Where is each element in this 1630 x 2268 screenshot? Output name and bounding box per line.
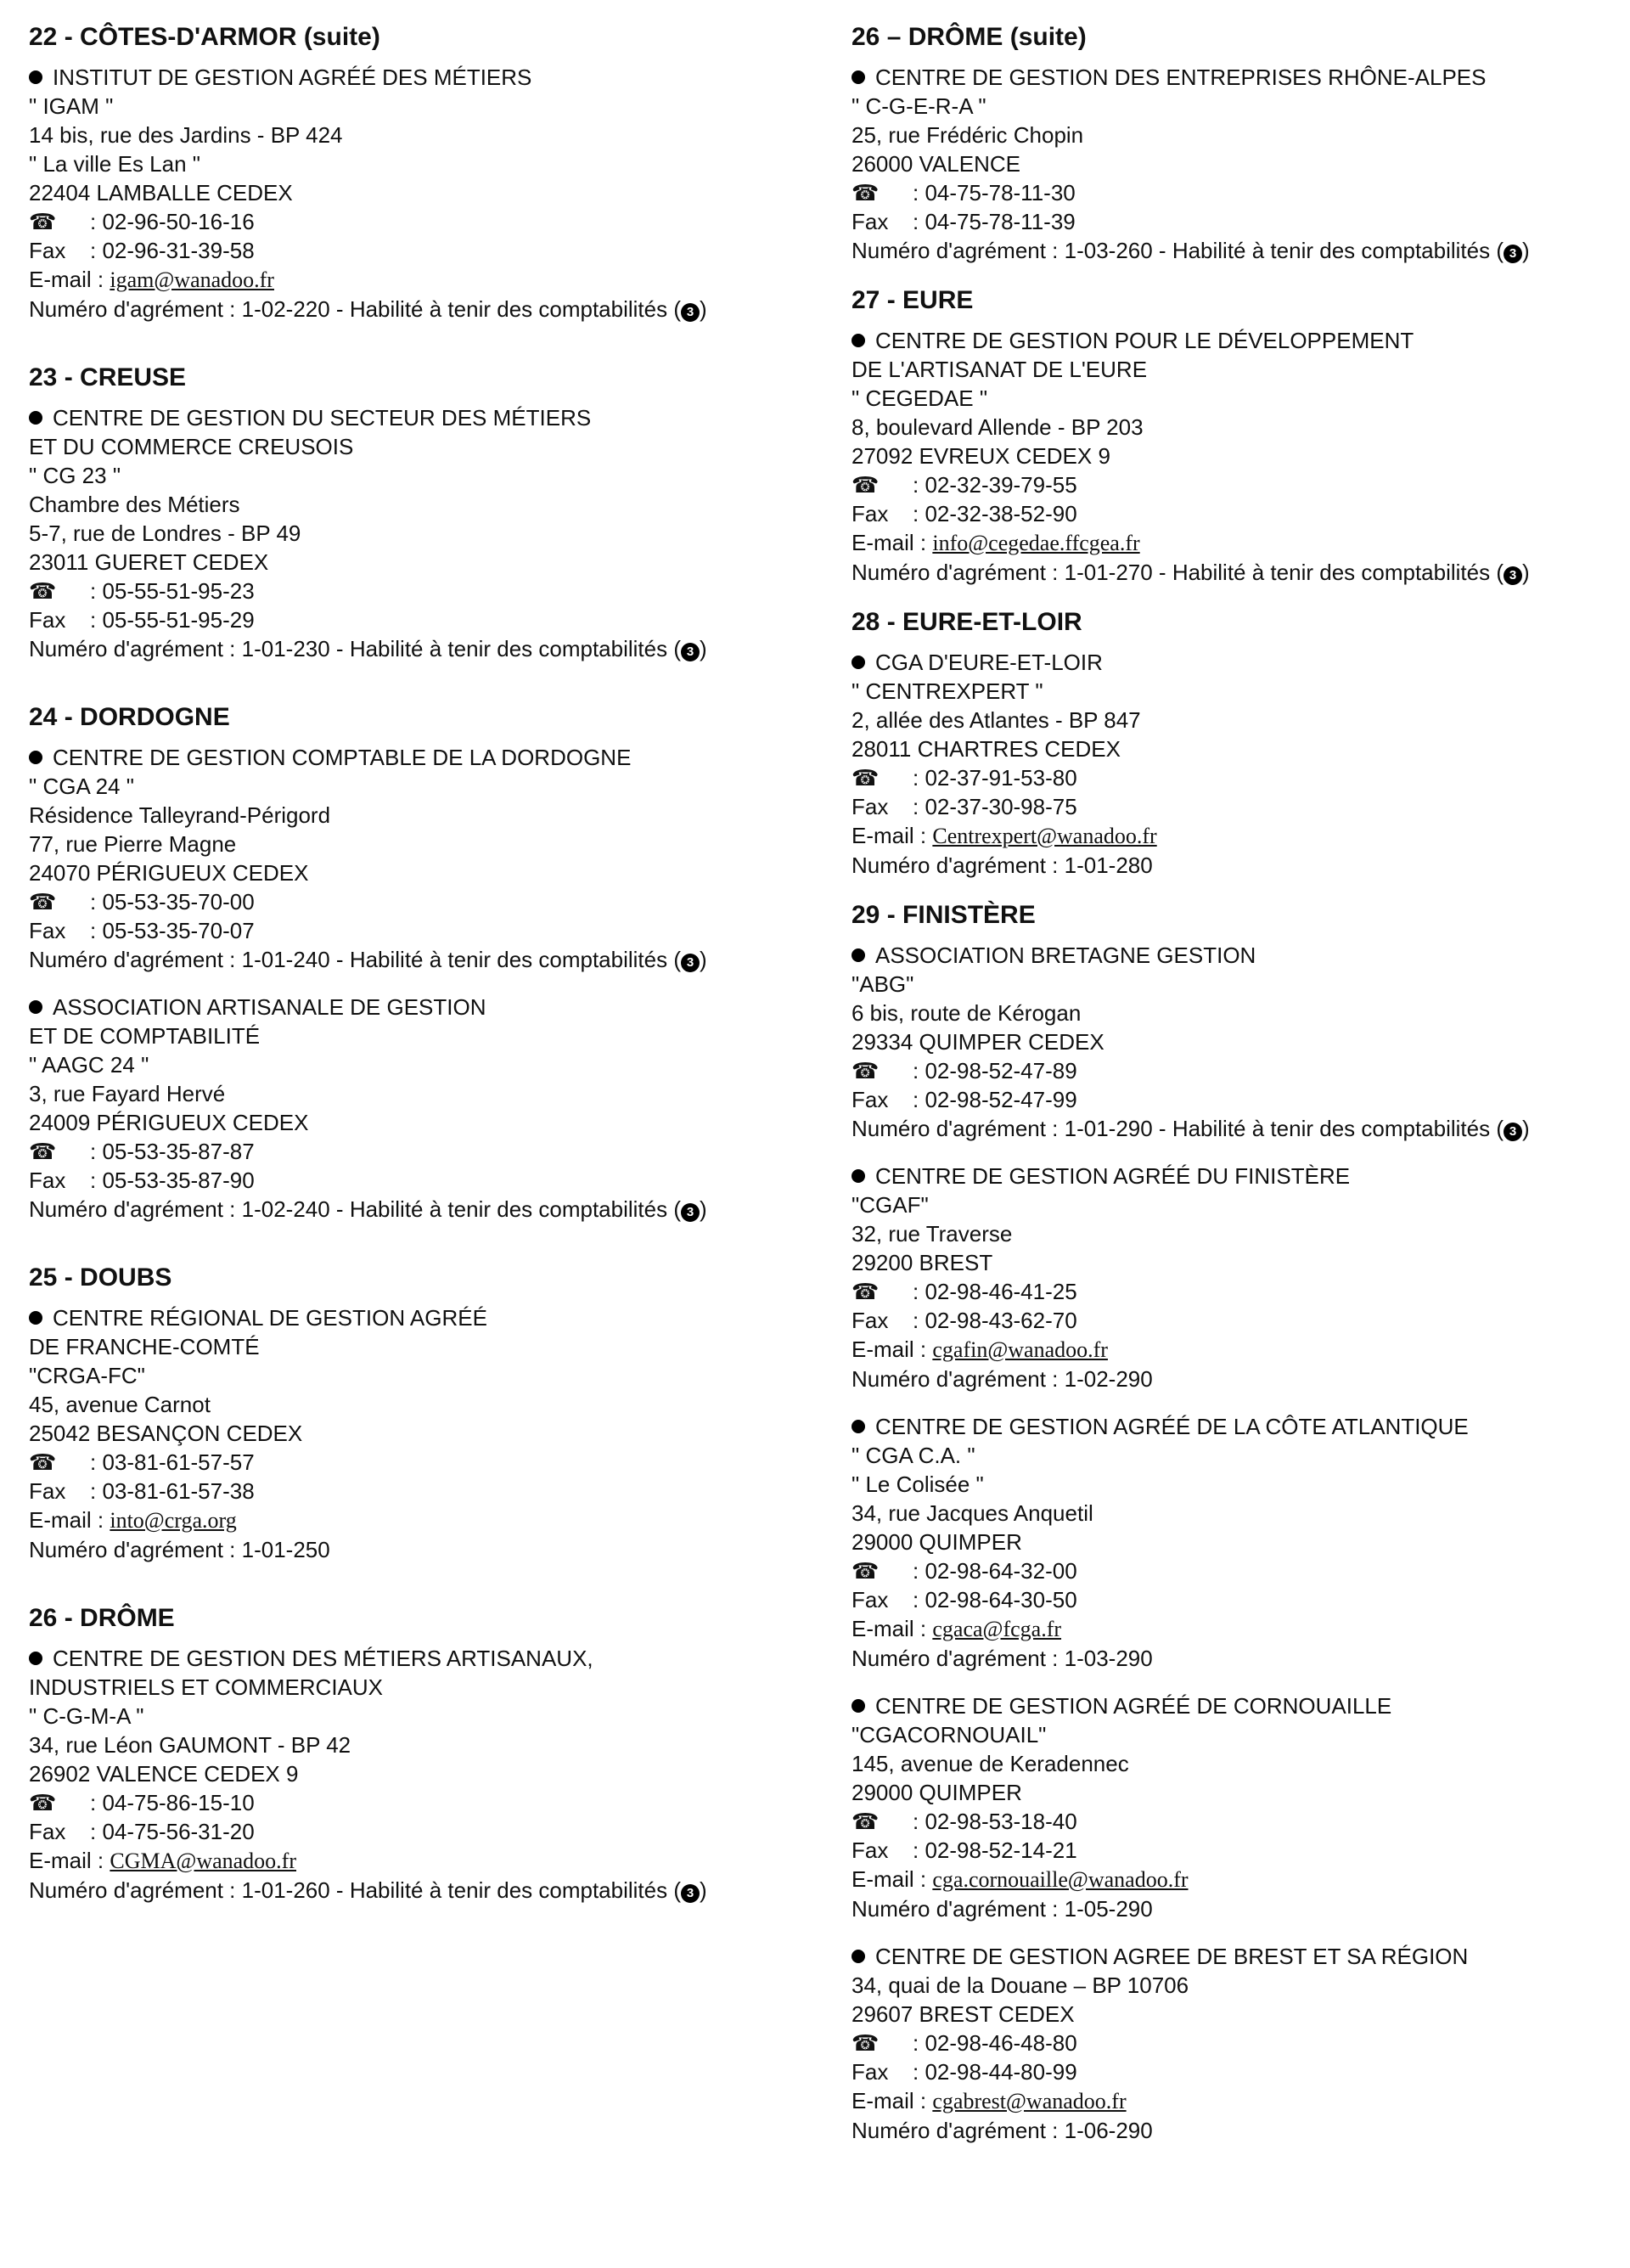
address-line: 6 bis, route de Kérogan [852, 1000, 1082, 1026]
agrement-text: Numéro d'agrément : 1-02-290 [852, 1366, 1153, 1392]
email-line [852, 1335, 1630, 1365]
department-title: 26 – DRÔME (suite) [852, 23, 1087, 51]
fax-number: : 02-98-52-14-21 [913, 1837, 1077, 1863]
circled-number-badge: 3 [1504, 1123, 1522, 1141]
phone-number: : 05-53-35-70-00 [90, 889, 255, 915]
agrement-line [852, 558, 1630, 587]
circled-number-badge: 3 [1504, 566, 1522, 585]
bullet-icon [29, 70, 42, 84]
address-line: 8, boulevard Allende - BP 203 [852, 414, 1144, 440]
circled-number-badge: 3 [681, 1884, 700, 1903]
bullet-icon [852, 1950, 865, 1963]
agrement-text: Numéro d'agrément : 1-01-290 - Habilité à tenir des comptabilités ( [852, 1116, 1504, 1141]
entry-list [29, 743, 810, 1224]
entry-list [852, 326, 1630, 587]
address-line: 77, rue Pierre Magne [29, 831, 237, 857]
organization-entry [852, 648, 1630, 880]
agrement-text: Numéro d'agrément : 1-01-240 - Habilité à tenir des comptabilités ( [29, 947, 681, 972]
organization-name-text: DE FRANCHE-COMTÉ [29, 1334, 260, 1359]
agrement-text: Numéro d'agrément : 1-02-220 - Habilité à tenir des comptabilités ( [29, 296, 681, 322]
phone-number: : 04-75-78-11-30 [913, 180, 1076, 205]
fax-label: Fax [852, 794, 889, 819]
address-line: "CGAF" [852, 1192, 929, 1218]
fax-line [29, 916, 810, 945]
address-line: " AAGC 24 " [29, 1052, 149, 1078]
agrement-line [29, 945, 810, 974]
entry-list [29, 1644, 810, 1905]
agrement-line [852, 851, 1630, 880]
fax-label: Fax [29, 918, 66, 943]
email-link[interactable]: into@crga.org [110, 1508, 237, 1533]
fax-label: Fax [852, 1837, 889, 1863]
address-line: " CEGEDAE " [852, 386, 988, 411]
agrement-line [852, 2116, 1630, 2145]
agrement-line [29, 295, 810, 324]
address-line: " CENTREXPERT " [852, 678, 1043, 704]
organization-entry [852, 1942, 1630, 2145]
organization-name [29, 63, 810, 92]
agrement-line [29, 634, 810, 663]
badge-close-paren: ) [700, 947, 707, 972]
fax-line [29, 1166, 810, 1195]
email-label: E-mail : [852, 823, 927, 848]
organization-name [852, 941, 1630, 970]
department-section [852, 20, 1630, 265]
bullet-icon [852, 334, 865, 347]
fax-number: : 03-81-61-57-38 [90, 1478, 255, 1504]
bullet-icon [852, 1420, 865, 1433]
phone-line [29, 577, 810, 605]
bullet-icon [29, 1652, 42, 1665]
department-title: 25 - DOUBS [29, 1263, 172, 1292]
address-line: " Le Colisée " [852, 1472, 984, 1497]
organization-name-text: CENTRE DE GESTION AGRÉÉ DE LA CÔTE ATLANTIQUE [875, 1414, 1469, 1439]
fax-number: : 02-98-43-62-70 [913, 1308, 1077, 1333]
agrement-line [852, 1644, 1630, 1673]
fax-label: Fax [29, 1168, 66, 1193]
agrement-line [29, 1195, 810, 1224]
organization-name-text: CENTRE DE GESTION POUR LE DÉVELOPPEMENT [875, 328, 1414, 353]
fax-line [29, 1817, 810, 1846]
organization-name [852, 648, 1630, 677]
fax-label: Fax [29, 1478, 66, 1504]
address-line: 34, rue Léon GAUMONT - BP 42 [29, 1732, 351, 1758]
address-line: 24070 PÉRIGUEUX CEDEX [29, 860, 309, 886]
address-line: " C-G-M-A " [29, 1703, 144, 1729]
badge-close-paren: ) [700, 296, 707, 322]
agrement-text: Numéro d'agrément : 1-05-290 [852, 1896, 1153, 1922]
fax-line [852, 792, 1630, 821]
entry-list [852, 648, 1630, 880]
badge-close-paren: ) [1522, 238, 1530, 263]
email-label: E-mail : [852, 2088, 927, 2113]
department-section [29, 20, 810, 324]
organization-name-text: CENTRE DE GESTION COMPTABLE DE LA DORDOGNE [53, 745, 632, 770]
organization-name-text: CGA D'EURE-ET-LOIR [875, 650, 1103, 675]
phone-line [29, 1137, 810, 1166]
phone-number: : 03-81-61-57-57 [90, 1449, 255, 1475]
department-title: 23 - CREUSE [29, 363, 187, 391]
telephone-icon: ☎ [852, 1558, 880, 1584]
phone-line [852, 1807, 1630, 1836]
address-line: Résidence Talleyrand-Périgord [29, 802, 331, 828]
address-line: 29200 BREST [852, 1250, 993, 1275]
department-section [852, 898, 1630, 2145]
organization-name-text: INSTITUT DE GESTION AGRÉÉ DES MÉTIERS [53, 65, 532, 90]
email-label: E-mail : [29, 267, 104, 292]
telephone-icon: ☎ [852, 180, 880, 205]
email-line [852, 528, 1630, 558]
telephone-icon: ☎ [852, 1279, 880, 1304]
department-title: 27 - EURE [852, 286, 974, 314]
entry-list [29, 63, 810, 324]
fax-line [852, 1306, 1630, 1335]
organization-name-text: CENTRE DE GESTION AGRÉÉ DE CORNOUAILLE [875, 1693, 1392, 1719]
agrement-line [29, 1535, 810, 1564]
organization-entry [29, 403, 810, 663]
department-section [29, 701, 810, 1224]
email-label: E-mail : [29, 1848, 104, 1873]
agrement-text: Numéro d'agrément : 1-01-250 [29, 1537, 330, 1562]
phone-line [29, 1448, 810, 1477]
address-line: " CGA 24 " [29, 774, 134, 799]
right-column [852, 20, 1630, 2145]
fax-line [852, 2057, 1630, 2086]
phone-line [852, 2029, 1630, 2057]
organization-name-text: ASSOCIATION ARTISANALE DE GESTION [53, 994, 486, 1020]
fax-label: Fax [852, 2059, 889, 2085]
circled-number-badge: 3 [681, 1203, 700, 1222]
email-line [852, 1865, 1630, 1894]
agrement-text: Numéro d'agrément : 1-03-260 - Habilité à tenir des comptabilités ( [852, 238, 1504, 263]
phone-line [852, 470, 1630, 499]
fax-label: Fax [852, 209, 889, 234]
organization-entry [29, 1303, 810, 1564]
address-line: "CGACORNOUAIL" [852, 1722, 1047, 1747]
address-line: 29000 QUIMPER [852, 1529, 1022, 1555]
fax-label: Fax [852, 1087, 889, 1112]
organization-name [29, 403, 810, 432]
organization-name [29, 1673, 810, 1702]
telephone-icon: ☎ [852, 2030, 880, 2056]
organization-name-text: DE L'ARTISANAT DE L'EURE [852, 357, 1148, 382]
bullet-icon [852, 1699, 865, 1713]
fax-label: Fax [852, 1308, 889, 1333]
address-line: 25, rue Frédéric Chopin [852, 122, 1084, 148]
fax-label: Fax [29, 238, 66, 263]
address-line: 22404 LAMBALLE CEDEX [29, 180, 293, 205]
organization-entry [29, 743, 810, 974]
phone-number: : 02-98-46-41-25 [913, 1279, 1077, 1304]
telephone-icon: ☎ [852, 765, 880, 791]
agrement-text: Numéro d'agrément : 1-01-280 [852, 853, 1153, 878]
fax-label: Fax [852, 501, 889, 526]
phone-number: : 02-98-46-48-80 [913, 2030, 1077, 2056]
email-label: E-mail : [29, 1507, 104, 1533]
address-line: " CG 23 " [29, 463, 121, 488]
agrement-text: Numéro d'agrément : 1-02-240 - Habilité à tenir des comptabilités ( [29, 1196, 681, 1222]
department-section [29, 1261, 810, 1564]
badge-close-paren: ) [700, 1877, 707, 1903]
phone-number: : 02-32-39-79-55 [913, 472, 1077, 498]
entry-list [852, 941, 1630, 2145]
organization-name [852, 326, 1630, 355]
fax-number: : 05-55-51-95-29 [90, 607, 255, 633]
email-label: E-mail : [852, 1616, 927, 1641]
fax-number: : 04-75-56-31-20 [90, 1819, 255, 1844]
address-line: 3, rue Fayard Hervé [29, 1081, 226, 1106]
agrement-line [29, 1876, 810, 1905]
organization-name [29, 1644, 810, 1673]
address-line: 145, avenue de Keradennec [852, 1751, 1129, 1776]
department-section [852, 605, 1630, 880]
organization-entry [29, 993, 810, 1224]
organization-name [852, 1691, 1630, 1720]
fax-label: Fax [852, 1587, 889, 1612]
telephone-icon: ☎ [29, 1139, 57, 1164]
fax-number: : 02-32-38-52-90 [913, 501, 1077, 526]
email-line [852, 2086, 1630, 2116]
phone-number: : 02-98-64-32-00 [913, 1558, 1077, 1584]
department-title: 28 - EURE-ET-LOIR [852, 608, 1082, 636]
organization-entry [852, 326, 1630, 587]
address-line: 32, rue Traverse [852, 1221, 1013, 1247]
phone-number: : 04-75-86-15-10 [90, 1790, 255, 1815]
address-line: 29000 QUIMPER [852, 1780, 1022, 1805]
phone-line [852, 1277, 1630, 1306]
address-line: 29334 QUIMPER CEDEX [852, 1029, 1104, 1055]
email-line [29, 1505, 810, 1535]
email-line [852, 1614, 1630, 1644]
fax-label: Fax [29, 607, 66, 633]
organization-name [29, 1332, 810, 1361]
agrement-text: Numéro d'agrément : 1-01-260 - Habilité à tenir des comptabilités ( [29, 1877, 681, 1903]
organization-name [29, 1021, 810, 1050]
badge-close-paren: ) [1522, 1116, 1530, 1141]
bullet-icon [29, 411, 42, 425]
phone-line [852, 178, 1630, 207]
organization-name-text: CENTRE RÉGIONAL DE GESTION AGRÉÉ [53, 1305, 487, 1331]
phone-line [852, 763, 1630, 792]
address-line: 23011 GUERET CEDEX [29, 549, 269, 575]
address-line: 34, rue Jacques Anquetil [852, 1500, 1093, 1526]
telephone-icon: ☎ [29, 889, 57, 915]
email-label: E-mail : [852, 1337, 927, 1362]
email-link[interactable]: igam@wanadoo.fr [110, 267, 274, 292]
email-link[interactable]: cga.cornouaille@wanadoo.fr [932, 1867, 1189, 1892]
address-line: 25042 BESANÇON CEDEX [29, 1421, 303, 1446]
organization-name [852, 1942, 1630, 1971]
telephone-icon: ☎ [29, 578, 57, 604]
address-line: 2, allée des Atlantes - BP 847 [852, 707, 1141, 733]
fax-number: : 02-98-64-30-50 [913, 1587, 1077, 1612]
agrement-line [852, 1365, 1630, 1393]
telephone-icon: ☎ [29, 1449, 57, 1475]
organization-name [852, 1162, 1630, 1190]
fax-line [852, 1085, 1630, 1114]
department-title: 29 - FINISTÈRE [852, 901, 1036, 929]
organization-name [29, 1303, 810, 1332]
address-line: Chambre des Métiers [29, 492, 240, 517]
agrement-text: Numéro d'agrément : 1-06-290 [852, 2118, 1153, 2143]
fax-number: : 02-37-30-98-75 [913, 794, 1077, 819]
address-line: 45, avenue Carnot [29, 1392, 211, 1417]
organization-entry [29, 63, 810, 324]
address-line: " La ville Es Lan " [29, 151, 201, 177]
organization-name-text: ET DE COMPTABILITÉ [29, 1023, 261, 1049]
organization-name-text: CENTRE DE GESTION DES ENTREPRISES RHÔNE-ALPES [875, 65, 1487, 90]
bullet-icon [29, 751, 42, 764]
fax-line [852, 1585, 1630, 1614]
fax-line [852, 1836, 1630, 1865]
fax-number: : 02-98-44-80-99 [913, 2059, 1077, 2085]
department-section [29, 1601, 810, 1905]
telephone-icon: ☎ [852, 472, 880, 498]
agrement-line [852, 1114, 1630, 1143]
agrement-text: Numéro d'agrément : 1-01-230 - Habilité à tenir des comptabilités ( [29, 636, 681, 661]
fax-number: : 04-75-78-11-39 [913, 209, 1076, 234]
email-line [29, 265, 810, 295]
organization-name [852, 1412, 1630, 1441]
fax-line [29, 236, 810, 265]
fax-number: : 05-53-35-70-07 [90, 918, 255, 943]
circled-number-badge: 3 [1504, 245, 1522, 263]
fax-line [852, 207, 1630, 236]
entry-list [29, 403, 810, 663]
phone-number: : 02-37-91-53-80 [913, 765, 1077, 791]
address-line: " CGA C.A. " [852, 1443, 975, 1468]
organization-name [29, 993, 810, 1021]
bullet-icon [852, 948, 865, 962]
organization-name [852, 355, 1630, 384]
organization-entry [852, 1162, 1630, 1393]
address-line: "ABG" [852, 971, 914, 997]
address-line: " C-G-E-R-A " [852, 93, 986, 119]
circled-number-badge: 3 [681, 303, 700, 322]
entry-list [29, 1303, 810, 1564]
bullet-icon [852, 70, 865, 84]
address-line: 14 bis, rue des Jardins - BP 424 [29, 122, 343, 148]
phone-line [29, 1788, 810, 1817]
email-line [29, 1846, 810, 1876]
phone-number: : 02-98-53-18-40 [913, 1809, 1077, 1834]
organization-name-text: CENTRE DE GESTION DES MÉTIERS ARTISANAUX, [53, 1646, 593, 1671]
address-line: 29607 BREST CEDEX [852, 2001, 1075, 2027]
organization-name-text: CENTRE DE GESTION AGREE DE BREST ET SA RÉGION [875, 1944, 1469, 1969]
agrement-line [852, 1894, 1630, 1923]
email-link[interactable]: info@cegedae.ffcgea.fr [932, 531, 1140, 555]
phone-number: : 05-53-35-87-87 [90, 1139, 255, 1164]
bullet-icon [852, 656, 865, 669]
department-section [852, 284, 1630, 587]
fax-line [29, 605, 810, 634]
phone-number: : 05-55-51-95-23 [90, 578, 255, 604]
agrement-text: Numéro d'agrément : 1-01-270 - Habilité à tenir des comptabilités ( [852, 560, 1504, 585]
address-line: " IGAM " [29, 93, 114, 119]
email-link[interactable]: cgaca@fcga.fr [932, 1617, 1062, 1641]
telephone-icon: ☎ [29, 209, 57, 234]
email-link[interactable]: CGMA@wanadoo.fr [110, 1849, 296, 1873]
circled-number-badge: 3 [681, 643, 700, 661]
phone-line [852, 1056, 1630, 1085]
phone-number: : 02-98-52-47-89 [913, 1058, 1077, 1083]
organization-entry [852, 63, 1630, 265]
circled-number-badge: 3 [681, 954, 700, 972]
bullet-icon [852, 1169, 865, 1183]
telephone-icon: ☎ [852, 1809, 880, 1834]
bullet-icon [29, 1311, 42, 1325]
address-line: 34, quai de la Douane – BP 10706 [852, 1973, 1189, 1998]
badge-close-paren: ) [700, 636, 707, 661]
email-label: E-mail : [852, 530, 927, 555]
fax-number: : 02-98-52-47-99 [913, 1087, 1077, 1112]
agrement-line [852, 236, 1630, 265]
department-title: 24 - DORDOGNE [29, 703, 230, 731]
fax-number: : 05-53-35-87-90 [90, 1168, 255, 1193]
organization-name [852, 63, 1630, 92]
email-label: E-mail : [852, 1866, 927, 1892]
fax-number: : 02-96-31-39-58 [90, 238, 255, 263]
address-line: 28011 CHARTRES CEDEX [852, 736, 1121, 762]
telephone-icon: ☎ [29, 1790, 57, 1815]
organization-entry [29, 1644, 810, 1905]
bullet-icon [29, 1000, 42, 1014]
badge-close-paren: ) [1522, 560, 1530, 585]
phone-line [29, 887, 810, 916]
email-link[interactable]: Centrexpert@wanadoo.fr [932, 824, 1157, 848]
organization-name [29, 432, 810, 461]
department-title: 22 - CÔTES-D'ARMOR (suite) [29, 23, 380, 51]
department-section [29, 361, 810, 663]
left-column [29, 20, 810, 1905]
organization-name-text: INDUSTRIELS ET COMMERCIAUX [29, 1674, 384, 1700]
organization-name-text: CENTRE DE GESTION AGRÉÉ DU FINISTÈRE [875, 1163, 1351, 1189]
email-line [852, 821, 1630, 851]
address-line: 24009 PÉRIGUEUX CEDEX [29, 1110, 309, 1135]
organization-entry [852, 1412, 1630, 1673]
entry-list [852, 63, 1630, 265]
organization-name [29, 743, 810, 772]
organization-name-text: ET DU COMMERCE CREUSOIS [29, 434, 354, 459]
email-link[interactable]: cgafin@wanadoo.fr [932, 1337, 1108, 1362]
address-line: 5-7, rue de Londres - BP 49 [29, 521, 301, 546]
telephone-icon: ☎ [852, 1058, 880, 1083]
phone-number: : 02-96-50-16-16 [90, 209, 255, 234]
fax-line [29, 1477, 810, 1505]
address-line: "CRGA-FC" [29, 1363, 145, 1388]
address-line: 26902 VALENCE CEDEX 9 [29, 1761, 299, 1787]
agrement-text: Numéro d'agrément : 1-03-290 [852, 1646, 1153, 1671]
address-line: 26000 VALENCE [852, 151, 1020, 177]
organization-entry [852, 1691, 1630, 1923]
department-title: 26 - DRÔME [29, 1604, 175, 1632]
phone-line [29, 207, 810, 236]
email-link[interactable]: cgabrest@wanadoo.fr [932, 2089, 1127, 2113]
organization-name-text: CENTRE DE GESTION DU SECTEUR DES MÉTIERS [53, 405, 592, 431]
organization-entry [852, 941, 1630, 1143]
organization-name-text: ASSOCIATION BRETAGNE GESTION [875, 943, 1256, 968]
badge-close-paren: ) [700, 1196, 707, 1222]
fax-label: Fax [29, 1819, 66, 1844]
phone-line [852, 1556, 1630, 1585]
fax-line [852, 499, 1630, 528]
address-line: 27092 EVREUX CEDEX 9 [852, 443, 1110, 469]
